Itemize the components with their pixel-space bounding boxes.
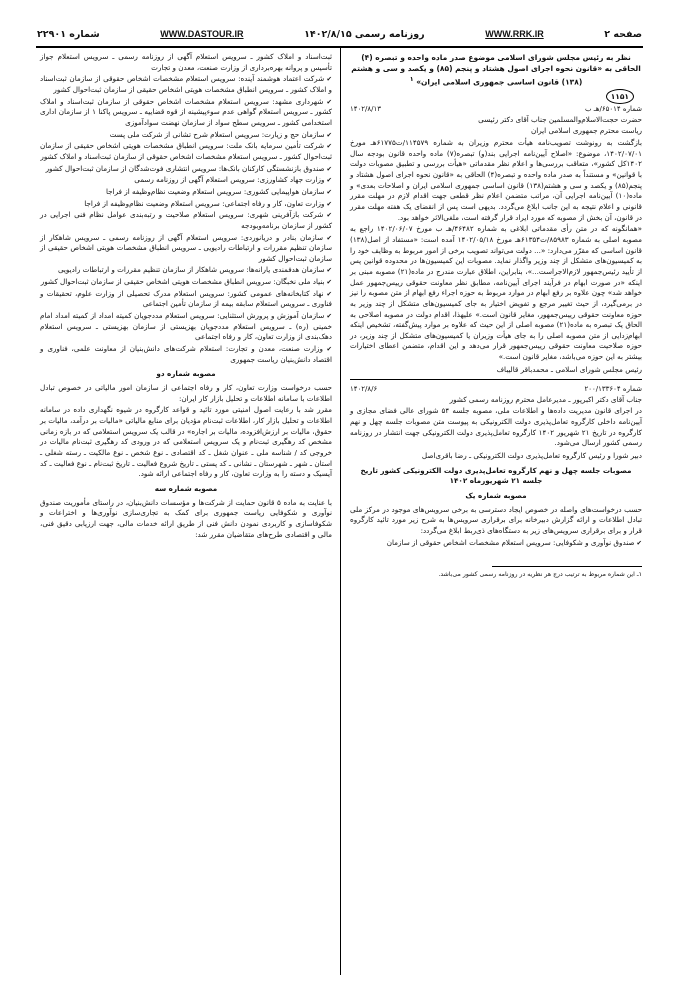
stamp-number: ۱۱۵۱: [606, 89, 634, 104]
column-divider: [340, 48, 341, 975]
list-item: ✔ سازمان هدفمندی یارانه‌ها: سرویس شاهکار از سازمان تنظیم مقررات و ارتباطات رادیویی: [40, 265, 332, 276]
list-item: ✔ صندوق نوآوری و شکوفایی: سرویس استعلام مشخصات اشخاص حقوقی از سازمان: [350, 538, 642, 549]
resolution-heading: مصوبه شماره یک: [465, 491, 527, 501]
paragraph: مقرر شد با رعایت اصول امنیتی مورد تائید و قواعد کارگروه در شیوه نگهداری داده در سامانه اطلاعات و تحلیل بازار کار، اطلاعات ثبت‌نام مؤدیان برای منابع مالیاتی «مالیات بر درآمد، مالیات بر حقوق، مالیات بر ارزش‌افزوده، مالیات بر اجاره» در قالب یک سرویس استعلامی که در بازه زمانی مشخص کد رهگیری ثبت‌نام و یک سرویس استعلامی که در ورودی کد رهگیری ثبت‌نام مالیات در خروجی کد / شناسه ملی ـ عنوان شغل ـ کد اقتصادی ـ نوع شخص ـ نوع مالکیت ـ رسته شغلی ـ استان ـ شهر ـ شهرستان ـ نشانی ـ کد پستی ـ تاریخ شروع فعالیت ـ تاریخ ثبت‌نام ـ نوع فعالیت ـ کد آیسیک و دسته را به وزارت تعاون، کار و رفاه اجتماعی ارائه شود.: [40, 405, 332, 479]
site-link-rrk[interactable]: WWW.RRK.IR: [485, 29, 544, 40]
paragraph: در اجرای قانون مدیریت داده‌ها و اطلاعات ملی، مصوبه جلسه ۵۴ شورای عالی فضای مجازی و آیین‌نامه داخلی کارگروه تعامل‌پذیری دولت الکترونیکی به پیوست متن مصوبات جلسه چهل و نهم کارگروه در تاریخ ۲۱ شهریور ۱۴۰۲ کارگروه تعامل‌پذیری دولت الکترونیکی جهت انتشار در روزنامه رسمی کشور ارسال می‌شود.: [350, 406, 642, 448]
list-item: ✔ بنیاد ملی نخبگان: سرویس انطباق مشخصات هویتی اشخاص حقیقی از سازمان ثبت‌احوال کشور: [40, 277, 332, 288]
list-item: ✔ نهاد کتابخانه‌های عمومی کشور: سرویس استعلام مدرک تحصیلی از وزارت علوم، تحقیقات و فناوری ـ سرویس استعلام سابقه بیمه از سازمان تأمین اجتماعی: [40, 289, 332, 310]
stamp: [350, 89, 642, 104]
signature: دبیر شورا و رئیس کارگروه تعامل‌پذیری دولت الکترونیکی ـ رضا باقری‌اصل: [421, 451, 642, 461]
list-item: ✔ شهرداری مشهد: سرویس استعلام مشخصات اشخاص حقوقی از سازمان ثبت‌اسناد و املاک کشور ـ سرویس استعلام گواهی عدم سوءپیشینه از قوه قضاییه ـ سرویس پاکنا ۱ از سازمان اداری استخدامی کشور ـ سرویس سطح سواد از سازمان نهضت سوادآموزی: [40, 97, 332, 129]
addressee-line1: حضرت حجت‌الاسلام‌والمسلمین جناب آقای دکتر رئیسی: [478, 114, 642, 124]
right-column: [350, 52, 642, 581]
letter1-meta: [350, 104, 642, 114]
letter1-number: شماره ۶۵۰۱۴/هـ ب: [584, 105, 642, 114]
footnote: ۱ـ این شماره مربوط به ترتیب درج هر نظریه در روزنامه رسمی کشور می‌باشد.: [438, 571, 642, 579]
opinion-title: نظر به رئیس مجلس شورای اسلامی موضوع صدر ماده واحده و تبصره (۴) الحاقی به «قانون نحوه اجرای اصول هشتاد و پنجم (۸۵) و یکصد و سی و هشتم (۱۳۸) قانون اساسی جمهوری اسلامی ایران» $^۱$: [351, 53, 641, 86]
letter2-meta: [350, 384, 642, 394]
list-item: ✔ سازمان حج و زیارت: سرویس استعلام شرح تشانی از شرکت ملی پست: [40, 130, 332, 141]
issue-number: شماره ۲۲۹۰۱: [37, 28, 100, 40]
letter1-date: ۱۴۰۲/۸/۱۳: [350, 105, 382, 114]
gazette-date: روزنامه رسمی ۱۴۰۲/۸/۱۵: [304, 28, 425, 40]
left-column: [40, 52, 332, 541]
paragraph: ثبت‌اسناد و املاک کشور ـ سرویس استعلام آگهی از روزنامه رسمی ـ سرویس استعلام جواز تأسیس و پروانه بهره‌برداری از وزارت صنعت، معدن و تجارت: [40, 52, 332, 72]
site-link-dastour[interactable]: WWW.DASTOUR.IR: [160, 29, 244, 40]
list-item: ✔ وزارت صنعت، معدن و تجارت: استعلام شرکت‌های دانش‌بنیان از معاونت علمی، فناوری و اقتصاد دانش‌بنیان ریاست جمهوری: [40, 344, 332, 365]
list-item: ✔ شرکت تأمین سرمایه بانک ملت: سرویس انطباق مشخصات هویتی اشخاص حقیقی از سازمان ثبت‌احوال کشور ـ سرویس استعلام مشخصات اشخاص حقوقی از سازمان ثبت‌اسناد و املاک کشور: [40, 141, 332, 162]
list-item: ✔ شرکت اعتماد هوشمند آینده: سرویس استعلام مشخصات اشخاص حقوقی از سازمان ثبت‌اسناد و املاک کشور ـ سرویس انطباق مشخصات هویتی اشخاص حقیقی از سازمان ثبت‌احوال کشور: [40, 74, 332, 95]
resolution-heading: مصوبه شماره سه: [154, 483, 218, 493]
letter2-date: ۱۴۰۲/۸/۶: [350, 385, 378, 394]
list-item: ✔ شرکت بازآفرینی شهری: سرویس استعلام صلاحیت و رتبه‌بندی عوامل نظام فنی اجرایی در کشور از سازمان برنامه‌وبودجه: [40, 210, 332, 231]
signature: رئیس مجلس شورای اسلامی ـ محمدباقر قالیباف: [496, 364, 642, 374]
list-item: ✔ سازمان هواپیمایی کشوری: سرویس استعلام وضعیت نظام‌وظیفه از فراجا: [40, 187, 332, 198]
paragraph: حسب درخواست‌های واصله در خصوص ایجاد دسترسی به برخی سرویس‌های موجود در مرکز ملی تبادل اطلاعات و ارائه گزارش دبیرخانه برای برقراری سرویس‌ها به شرح زیر مورد تائید کارگروه قرار و برای برقراری سرویس‌های زیر به دستگاه‌های ذی‌ربط ابلاغ می‌گردد:: [350, 504, 642, 536]
letter2-number: شماره ۲۰۰/۱۳۳۶۰۴: [584, 385, 642, 394]
list-item: ✔ وزارت جهاد کشاورزی: سرویس استعلام آگهی از روزنامه رسمی: [40, 175, 332, 186]
list-item: ✔ وزارت تعاون، کار و رفاه اجتماعی: سرویس استعلام وضعیت نظام‌وظیفه از فراجا: [40, 199, 332, 210]
list-item: ✔ سازمان بنادر و دریانوردی: سرویس استعلام آگهی از روزنامه رسمی ـ سرویس شاهکار از سازمان تنظیم مقررات و ارتباطات رادیویی ـ سرویس انطباق مشخصات هویتی اشخاص حقیقی از سازمان ثبت‌احوال کشور: [40, 233, 332, 265]
addressee-line3: جناب آقای دکتر اکبرپور ـ مدیرعامل محترم روزنامه رسمی کشور: [449, 394, 642, 404]
paragraph: بازگشت به رونوشت تصویب‌نامه هیأت محترم وزیران به شماره ۱۱۴۵۷۹/ت۶۱۷۷۵هـ مورخ ۱۴۰۲/۰۷/۰۱، موضوع: «اصلاح آیین‌نامه اجرایی بند(و) تبصره(۷) ماده واحده قانون بودجه سال ۱۴۰۲کل کشور»، متعاقب بررسی‌ها و اعلام نظر مقدماتی «هیأت بررسی و تطبیق مصوبات دولت با قوانین» و مستنداً به صدر ماده واحده و تبصره(۴) الحاقی به «قانون نحوه اجرای اصول هشتاد و پنجم(۸۵) و یکصد و سی و هشتم(۱۳۸) قانون اساسی جمهوری اسلامی ایران و اصلاحات بعدی» و ماده(۱۰) آیین‌نامه اجرایی آن، مراتب متضمن اعلام نظر قطعی جهت اقدام لازم در مهلت مقرر قانونی و اعلام نتیجه به این جانب ابلاغ می‌گردد. بدیهی است پس از انقضای یک هفته مهلت مقرر در قانون، آن بخش از مصوبه که مورد ایراد قرار گرفته است، ملغی‌الاثر خواهد بود.: [350, 138, 643, 222]
list-item: ✔ سازمان آموزش و پرورش استثنایی: سرویس استعلام مددجویان کمیته امداد از کمیته امداد امام خمینی (ره) ـ سرویس استعلام مددجویان بهزیستی از سازمان بهزیستی ـ سرویس استعلام دهک‌بندی از وزارت تعاون، کار و رفاه اجتماعی: [40, 311, 332, 343]
divider: [350, 379, 642, 380]
paragraph: حسب درخواست وزارت تعاون، کار و رفاه اجتماعی از سازمان امور مالیاتی در خصوص تبادل اطلاعات با سامانه اطلاعات و تحلیل بازار کار ایران:: [40, 383, 332, 403]
list-item: ✔ صندوق بازنشستگی کارکنان بانک‌ها: سرویس انتشاری فوت‌شدگان از سازمان ثبت‌احوال کشور: [40, 164, 332, 175]
section-heading: مصوبات جلسه چهل و نهم کارگروه تعامل‌پذیری دولت الکترونیکی کشور تاریخ جلسه ۲۱ شهریورماه ۱۴۰۲: [360, 465, 632, 486]
page-header: [37, 27, 642, 43]
page-number: صفحه ۲: [604, 28, 642, 40]
paragraph: «همانگونه که در متن رأی مقدماتی ابلاغی به شماره ۴۶۴۸۲/هـ ب مورخ ۱۴۰۲/۰۶/۰۷ راجع به مصوبه اصلی به شماره ۸۵۹۸۳/ت۶۱۳۵۴هـ مورخ ۱۴۰۲/۰۵/۱۸ آمده است: «مستفاد از اصل(۱۳۸) قانون اساسی که مقرّر می‌دارد: «... دولت می‌تواند تصویب برخی از امور مربوط به وظایف خود را به کمیسیون‌های متشکل از چند وزیر واگذار نماید. مصوبات این کمیسیون‌ها در محدوده قوانین پس از تأیید رئیس‌جمهور لازم‌الاجراست...»، بنابراین، اطلاق عبارت مندرج در ماده(۲۱) مصوبه مبنی بر اینکه «در صورت ابهام در فرآیند اجرای آیین‌نامه، مطابق نظر معاونت حقوقی رییس‌جمهور عمل خواهد شد» چون علاوه بر رفع ابهام در موارد مربوط به حوزه اجراء رفع ابهام از متن مصوبه را نیز در برمی‌گیرد، از حیث تغییر مرجع و تفویض اختیار به جای کمیسیون‌های متشکل از چند وزیر به حوزه معاونت حقوقی رییس‌جمهور، مغایر قانون است.» علیهذا، اقدام دولت در مصوبه اصلاحی به الحاق یک تبصره به ماده(۲۱) مصوبه اصلی از این حیث که علاوه بر موارد پیش‌گفته، تشخیص اینکه ابهام‌زدایی از متن مصوبه اصلی را به جای هیأت وزیران یا کمیسیون‌های متشکل از چند وزیر، در حوزه صلاحیت معاونت حقوقی رییس‌جمهور قرار می‌دهد و این اقدام، متضمن اعطای اختیارات بیشتر به این حوزه می‌باشد، مغایر قانون است.»: [350, 224, 643, 362]
resolution-heading: مصوبه شماره دو: [156, 369, 216, 379]
footnote-rule: [492, 566, 642, 567]
addressee-line2: ریاست محترم جمهوری اسلامی ایران: [530, 126, 642, 136]
title-footnote-ref: ۱: [409, 75, 414, 83]
paragraph: با عنایت به ماده ۵ قانون حمایت از شرکت‌ها و مؤسسات دانش‌بنیان، در راستای مأموریت صندوق نوآوری و شکوفایی ریاست جمهوری برای کمک به تجاری‌سازی نوآوری‌ها و اختراعات و شکوفاسازی و کاربردی نمودن دانش فنی از طریق ارائه خدمات مالی، جهت ارزیابی دقیق فنی، مالی و اقتصادی طرح‌های متقاضیان مقرر شد:: [40, 497, 332, 539]
